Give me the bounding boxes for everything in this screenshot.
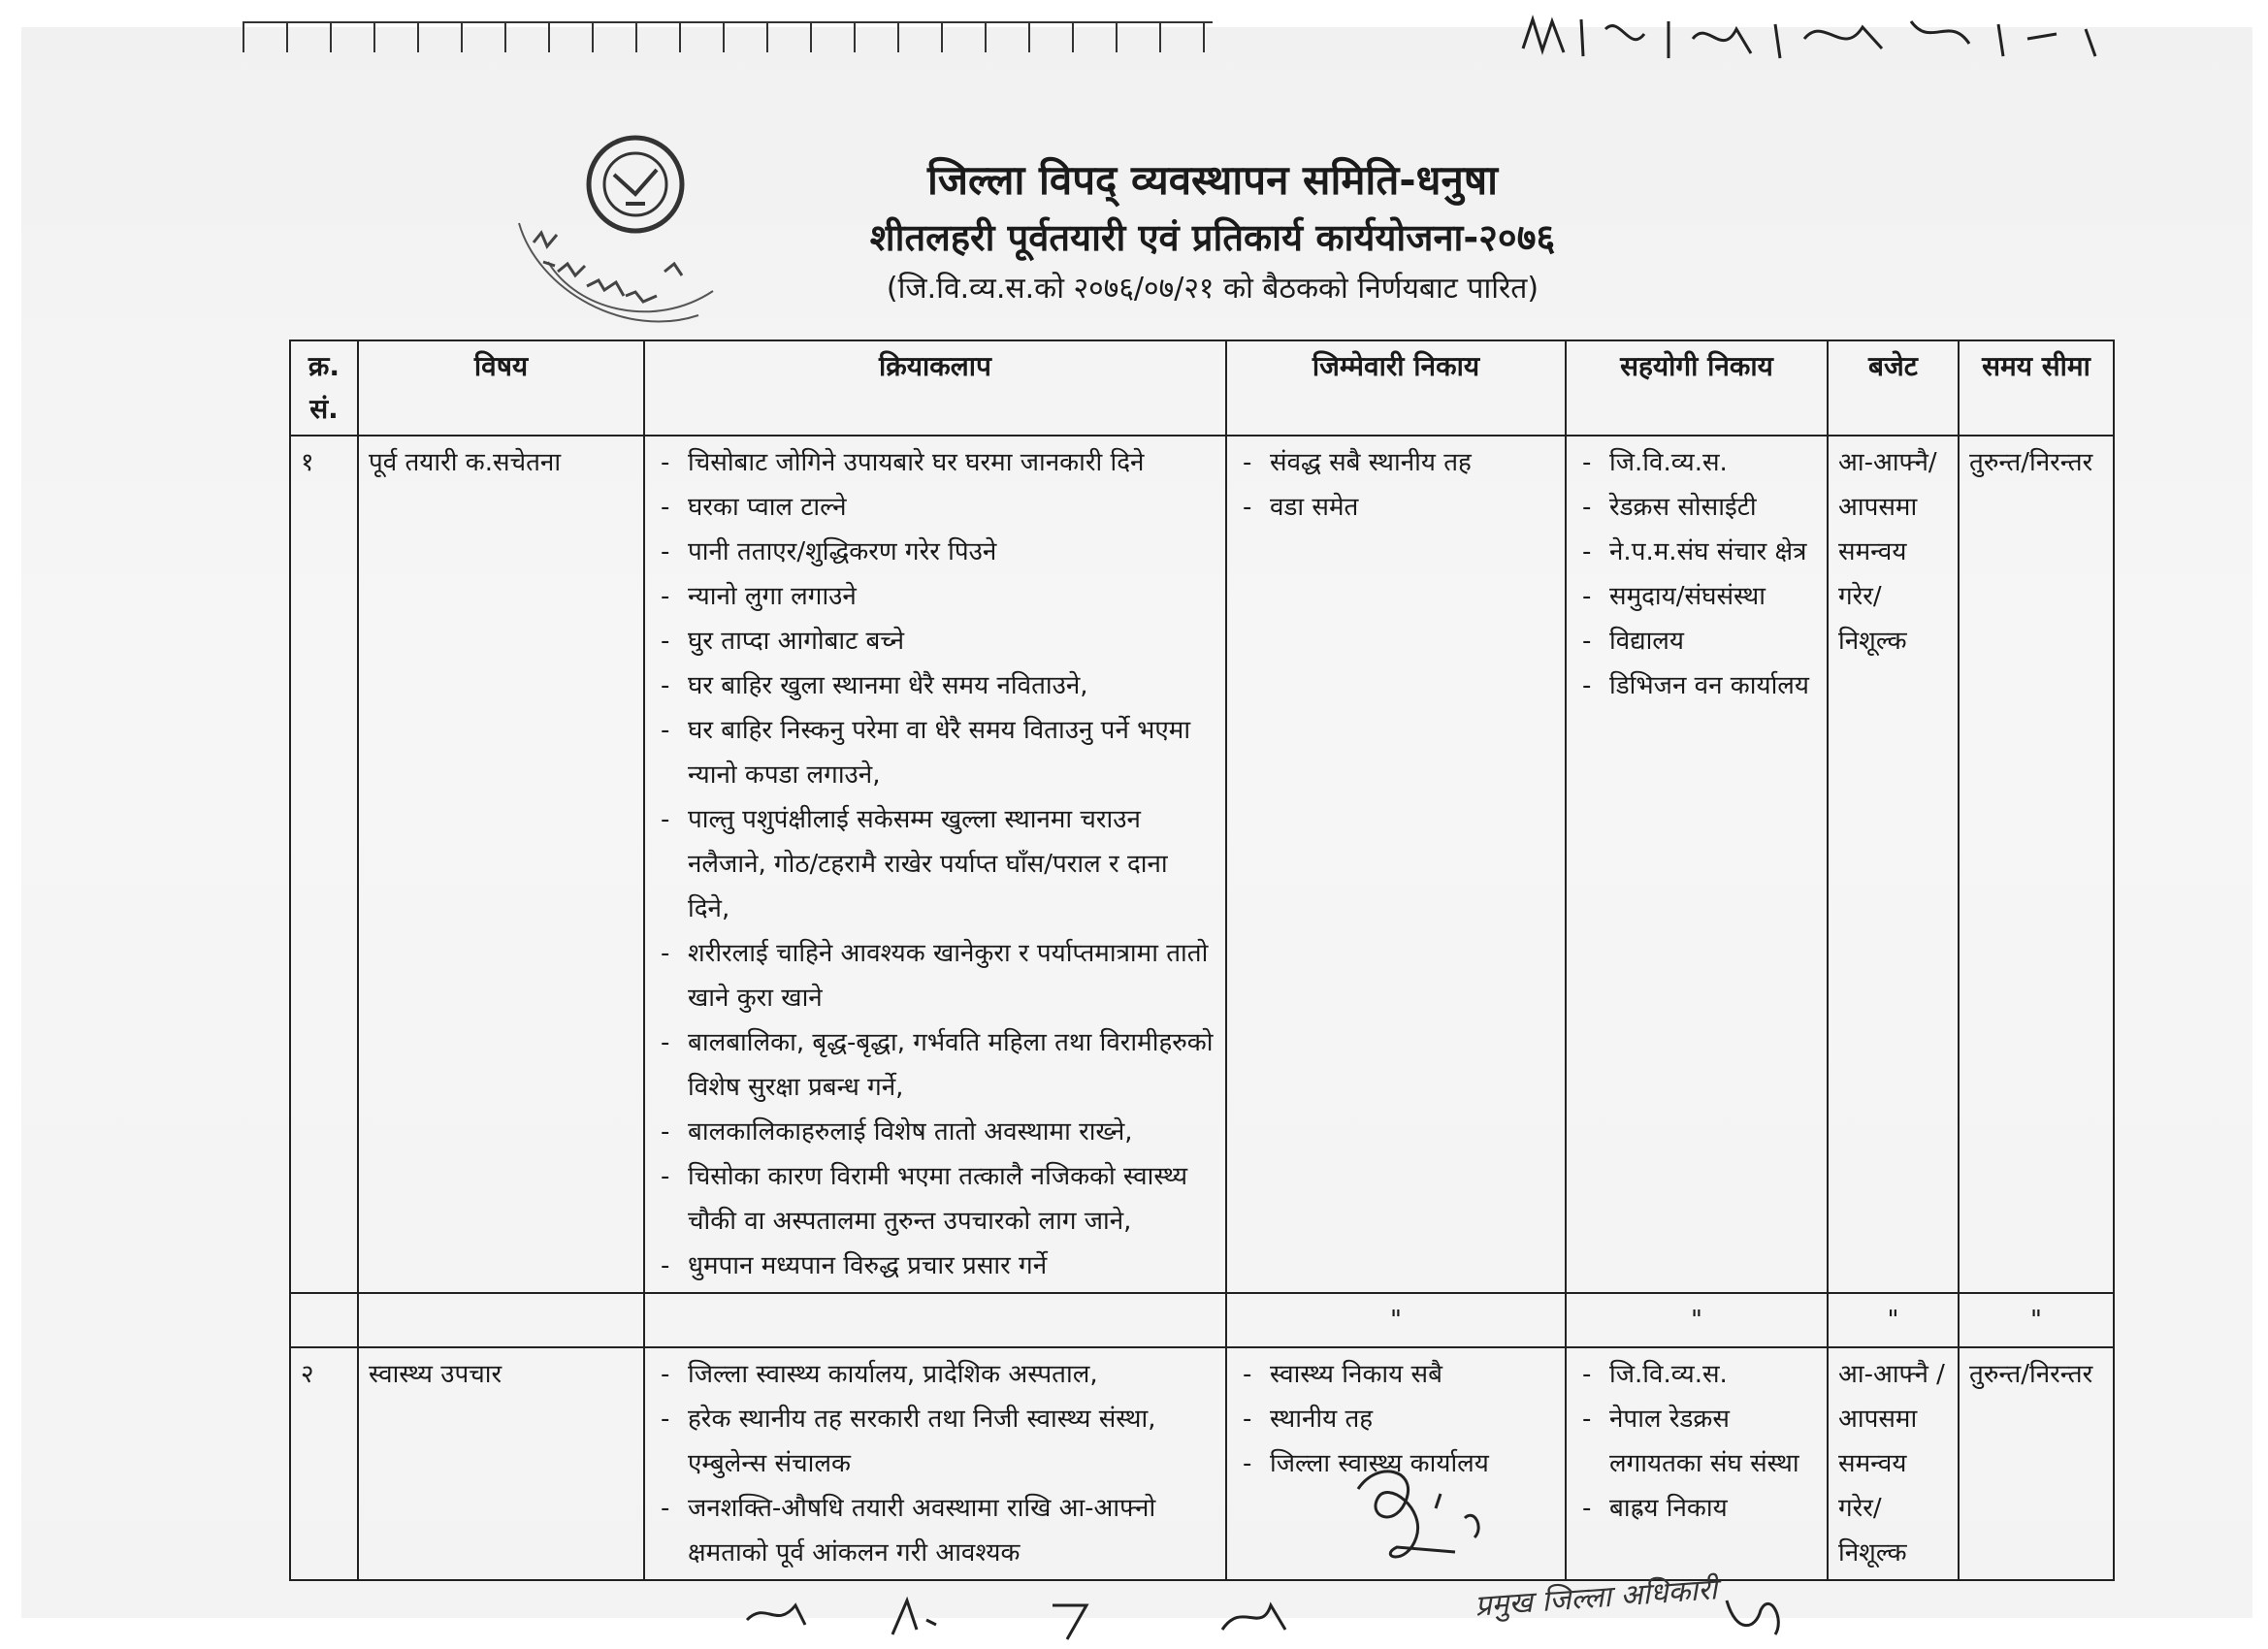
document-header xyxy=(737,150,1688,313)
header-activities: क्रियाकलाप xyxy=(644,340,1226,436)
support-item: - बाह्रय निकाय xyxy=(1576,1486,1817,1531)
activity-item: - शरीरलाई चाहिने आवश्यक खानेकुरा र पर्याप्तमात्रामा तातो खाने कुरा खाने xyxy=(655,931,1215,1020)
activity-item: - न्यानो लुगा लगाउने xyxy=(655,574,1215,619)
support-item: - जि.वि.व्य.स. xyxy=(1576,1352,1817,1397)
ditto-mark: " xyxy=(1959,1293,2114,1347)
subject-cell: स्वास्थ्य उपचार xyxy=(358,1347,644,1580)
ditto-mark: " xyxy=(1828,1293,1959,1347)
table-row xyxy=(290,436,2114,1293)
header-budget: बजेट xyxy=(1828,340,1959,436)
budget-cell: आ-आफ्नै/ आपसमा समन्वय गरेर/ निशूल्क xyxy=(1828,436,1959,1293)
header-time: समय सीमा xyxy=(1959,340,2114,436)
action-plan-table xyxy=(289,340,2115,1581)
activity-item: - घरका प्वाल टाल्ने xyxy=(655,485,1215,530)
official-designation: प्रमुख जिल्ला अधिकारी xyxy=(1474,1572,1719,1624)
ditto-mark: " xyxy=(1226,1293,1566,1347)
ruler-marks xyxy=(243,21,1213,54)
table-row xyxy=(290,1347,2114,1580)
support-item: - ने.प.म.संघ संचार क्षेत्र xyxy=(1576,530,1817,574)
bottom-initials xyxy=(0,1562,2268,1649)
activities-cell xyxy=(644,436,1226,1293)
ditto-mark: " xyxy=(1566,1293,1828,1347)
budget-cell: आ-आफ्नै / आपसमा समन्वय गरेर/ निशूल्क xyxy=(1828,1347,1959,1580)
responsible-item: - वडा समेत xyxy=(1237,485,1555,530)
serial-number: २ xyxy=(290,1347,358,1580)
subject-cell: पूर्व तयारी क.सचेतना xyxy=(358,436,644,1293)
activity-item: - पाल्तु पशुपंक्षीलाई सकेसम्म खुल्ला स्थानमा चराउन नलैजाने, गोठ/टहरामै राखेर पर्याप्त घाँस/पराल र दाना दिने, xyxy=(655,797,1215,931)
activity-item: - जिल्ला स्वास्थ्य कार्यालय, प्रादेशिक अस्पताल, xyxy=(655,1352,1215,1397)
header-subject: विषय xyxy=(358,340,644,436)
support-item: - समुदाय/संघसंस्था xyxy=(1576,574,1817,619)
support-cell xyxy=(1566,436,1828,1293)
activity-item: - हरेक स्थानीय तह सरकारी तथा निजी स्वास्थ्य संस्था, एम्बुलेन्स संचालक xyxy=(655,1397,1215,1486)
activities-cell xyxy=(644,1347,1226,1580)
support-item: - रेडक्रस सोसाईटी xyxy=(1576,485,1817,530)
approval-note: (जि.वि.व्य.स.को २०७६/०७/२१ को बैठकको निर्णयबाट पारित) xyxy=(886,272,1539,306)
activity-item: - बालबालिका, बृद्ध-बृद्धा, गर्भवति महिला तथा विरामीहरुको विशेष सुरक्षा प्रबन्ध गर्ने, xyxy=(655,1020,1215,1110)
support-item: - नेपाल रेडक्रस लगायतका संघ संस्था xyxy=(1576,1397,1817,1486)
responsible-item: - संवद्ध सबै स्थानीय तह xyxy=(1237,440,1555,485)
activity-item: - घुर ताप्दा आगोबाट बच्ने xyxy=(655,619,1215,663)
time-cell: तुरुन्त/निरन्तर xyxy=(1959,1347,2114,1580)
handwritten-reference-scrawl xyxy=(1513,10,2134,68)
support-item: - डिभिजन वन कार्यालय xyxy=(1576,663,1817,708)
activity-item: - घर बाहिर खुला स्थानमा धेरै समय नविताउने, xyxy=(655,663,1215,708)
activity-item: - जनशक्ति-औषधि तयारी अवस्थामा राखि आ-आफ्नो क्षमताको पूर्व आंकलन गरी आवश्यक xyxy=(655,1486,1215,1575)
activity-item: - घर बाहिर निस्कनु परेमा वा धेरै समय विताउनु पर्ने भएमा न्यानो कपडा लगाउने, xyxy=(655,708,1215,797)
header-responsible: जिम्मेवारी निकाय xyxy=(1226,340,1566,436)
activity-item: - धुमपान मध्यपान विरुद्ध प्रचार प्रसार गर्ने xyxy=(655,1244,1215,1288)
responsible-item: - स्वास्थ्य निकाय सबै xyxy=(1237,1352,1555,1397)
document-title: जिल्ला विपद् व्यवस्थापन समिति-धनुषा xyxy=(927,156,1498,204)
activity-item: - पानी तताएर/शुद्धिकरण गरेर पिउने xyxy=(655,530,1215,574)
activity-item: - चिसोका कारण विरामी भएमा तत्कालै नजिकको स्वास्थ्य चौकी वा अस्पतालमा तुरुन्त उपचारको लाग जाने, xyxy=(655,1154,1215,1244)
responsible-item: - जिल्ला स्वास्थ्य कार्यालय xyxy=(1237,1441,1555,1486)
document-subtitle: शीतलहरी पूर्वतयारी एवं प्रतिकार्य कार्ययोजना-२०७६ xyxy=(869,216,1556,259)
table-header-row xyxy=(290,340,2114,436)
header-serial: क्र. सं. xyxy=(290,340,358,436)
time-cell: तुरुन्त/निरन्तर xyxy=(1959,436,2114,1293)
header-support: सहयोगी निकाय xyxy=(1566,340,1828,436)
activity-item: - चिसोबाट जोगिने उपायबारे घर घरमा जानकारी दिने xyxy=(655,440,1215,485)
responsible-item: - स्थानीय तह xyxy=(1237,1397,1555,1441)
support-item: - जि.वि.व्य.स. xyxy=(1576,440,1817,485)
support-cell xyxy=(1566,1347,1828,1580)
activity-item: - बालकालिकाहरुलाई विशेष तातो अवस्थामा राख्ने, xyxy=(655,1110,1215,1154)
ditto-row xyxy=(290,1293,2114,1347)
serial-number: १ xyxy=(290,436,358,1293)
government-seal-stamp xyxy=(490,116,723,340)
support-item: - विद्यालय xyxy=(1576,619,1817,663)
responsible-cell xyxy=(1226,436,1566,1293)
